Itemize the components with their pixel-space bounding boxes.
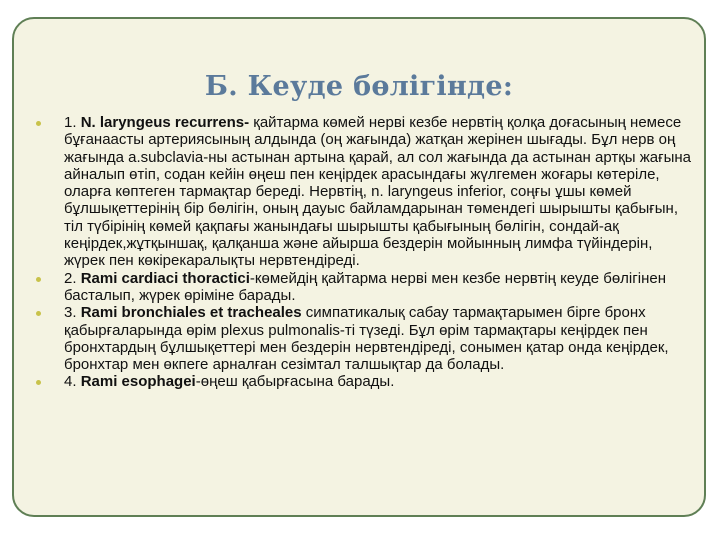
item-text: симпатикалық сабау тармақтарымен бірге бронх қабырғаларында өрім plexus pulmonalis-ті түзеді. Бұл өрім тармақтары кеңірдек пен бронхтардың бұлшықеттері мен бездерін нервтендіреді, сонымен қатар онда кеңірдек, бронхтар мен өкпеге арналған сезімтал талшықтар да болады. (64, 304, 669, 374)
bullet-dot-icon (36, 311, 41, 316)
bullet-dot-icon (36, 380, 41, 385)
bullet-dot-icon (36, 121, 41, 126)
item-term: Rami esophagei (80, 373, 196, 391)
item-term: N. laryngeus recurrens- (80, 114, 250, 131)
item-text: -өңеш қабырғасына барады. (195, 373, 395, 391)
item-number: 1. (64, 114, 77, 131)
item-text: қайтарма көмей нерві кезбе нервтің қолқа доғасының немесе бұғанаасты артериясының алдында (оң жағында) жатқан жерінен шығады. Бұл нерв оң жағында a.subclavia-ны астынан артына қарай, ал сол жағында да астынан артқы жағына айналып өтіп, содан кейін өңеш пен кеңірдек арасындағы жүлгемен жоғары көтеріле, оларға көптеген тармақтар береді. Нервтің, n. laryngeus inferior, соңғы ұшы көмей бұлшықеттерінің бір бөлігін, оның дауыс байламдарынан төмендегі шырышты қабығын, тіл түбірінің көмей қақпағы жанындағы шырышты қабығының бөлігін, сондай-ақ кеңірдек,жұтқыншақ, қалқанша және айырша бездерін мойынның лимфа түйіндерін, жүрек пен көкірекаралықты нервтендіреді. (64, 114, 691, 270)
item-term: Rami bronchiales et tracheales (80, 304, 302, 322)
list-item (36, 373, 696, 390)
item-text: -көмейдің қайтарма нерві мен кезбе нервтің кеуде бөлігінен басталып, жүрек өріміне барады. (64, 269, 666, 304)
item-term: Rami cardiaci thoractici (80, 269, 250, 287)
list-item (36, 114, 696, 270)
list-item (36, 270, 696, 305)
list-item (36, 304, 696, 373)
bullet-list (36, 114, 696, 391)
item-number: 3. (64, 304, 77, 322)
item-number: 4. (64, 373, 77, 391)
slide-title: Б. Кеуде бөлігінде: (204, 71, 514, 102)
item-number: 2. (64, 269, 77, 287)
bullet-dot-icon (36, 277, 41, 282)
